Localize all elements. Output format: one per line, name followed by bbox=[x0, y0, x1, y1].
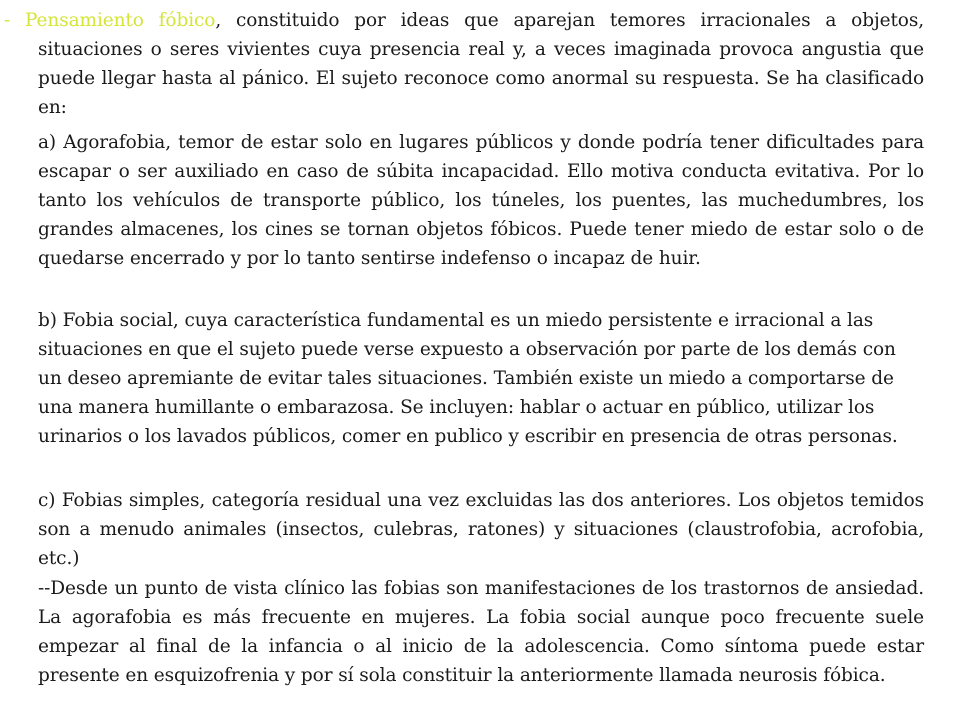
paragraph-body: , constituido por ideas que aparejan temores irracionales a objetos, situaciones o seres vivientes cuya presencia real y, a veces imaginada provoca angustia que puede llegar hasta al pánico. El sujeto reconoce como anormal su respuesta. Se ha clasificado en: bbox=[38, 10, 924, 118]
paragraph-lead-term: - Pensamiento fóbico bbox=[4, 10, 216, 31]
paragraph-agorafobia: a) Agorafobia, temor de estar solo en lugares públicos y donde podría tener dificultades para escapar o ser auxiliado en caso de súbita incapacidad. Ello motiva conducta evitativa. Por lo tanto los vehículos de transporte público, los túneles, los puentes, las muchedumbres, los grandes almacenes, los cines se tornan objetos fóbicos. Puede tener miedo de estar solo o de quedarse encerrado y por lo tanto sentirse indefenso o incapaz de huir. bbox=[38, 132, 924, 269]
paragraph-fobia-social: b) Fobia social, cuya característica fundamental es un miedo persistente e irracional a las situaciones en que el sujeto puede verse expuesto a observación por parte de los demás con un deseo apremiante de evitar tales situaciones. También existe un miedo a comportarse de una manera humillante o embarazosa. Se incluyen: hablar o actuar en público, utilizar los urinarios o los lavados públicos, comer en publico y escribir en presencia de otras personas. bbox=[38, 310, 898, 447]
paragraph-pensamiento-fobico bbox=[4, 6, 924, 122]
paragraph-fobias-simples: c) Fobias simples, categoría residual una vez excluidas las dos anteriores. Los objetos temidos son a menudo animales (insectos, culebras, ratones) y situaciones (claustrofobia, acrofobia, etc.) bbox=[38, 490, 924, 569]
paragraph-punto-de-vista-clinico: --Desde un punto de vista clínico las fobias son manifestaciones de los trastornos de ansiedad. La agorafobia es más frecuente en mujeres. La fobia social aunque poco frecuente suele empezar al final de la infancia o al inicio de la adolescencia. Como síntoma puede estar presente en esquizofrenia y por sí sola constituir la anteriormente llamada neurosis fóbica. bbox=[38, 578, 924, 686]
